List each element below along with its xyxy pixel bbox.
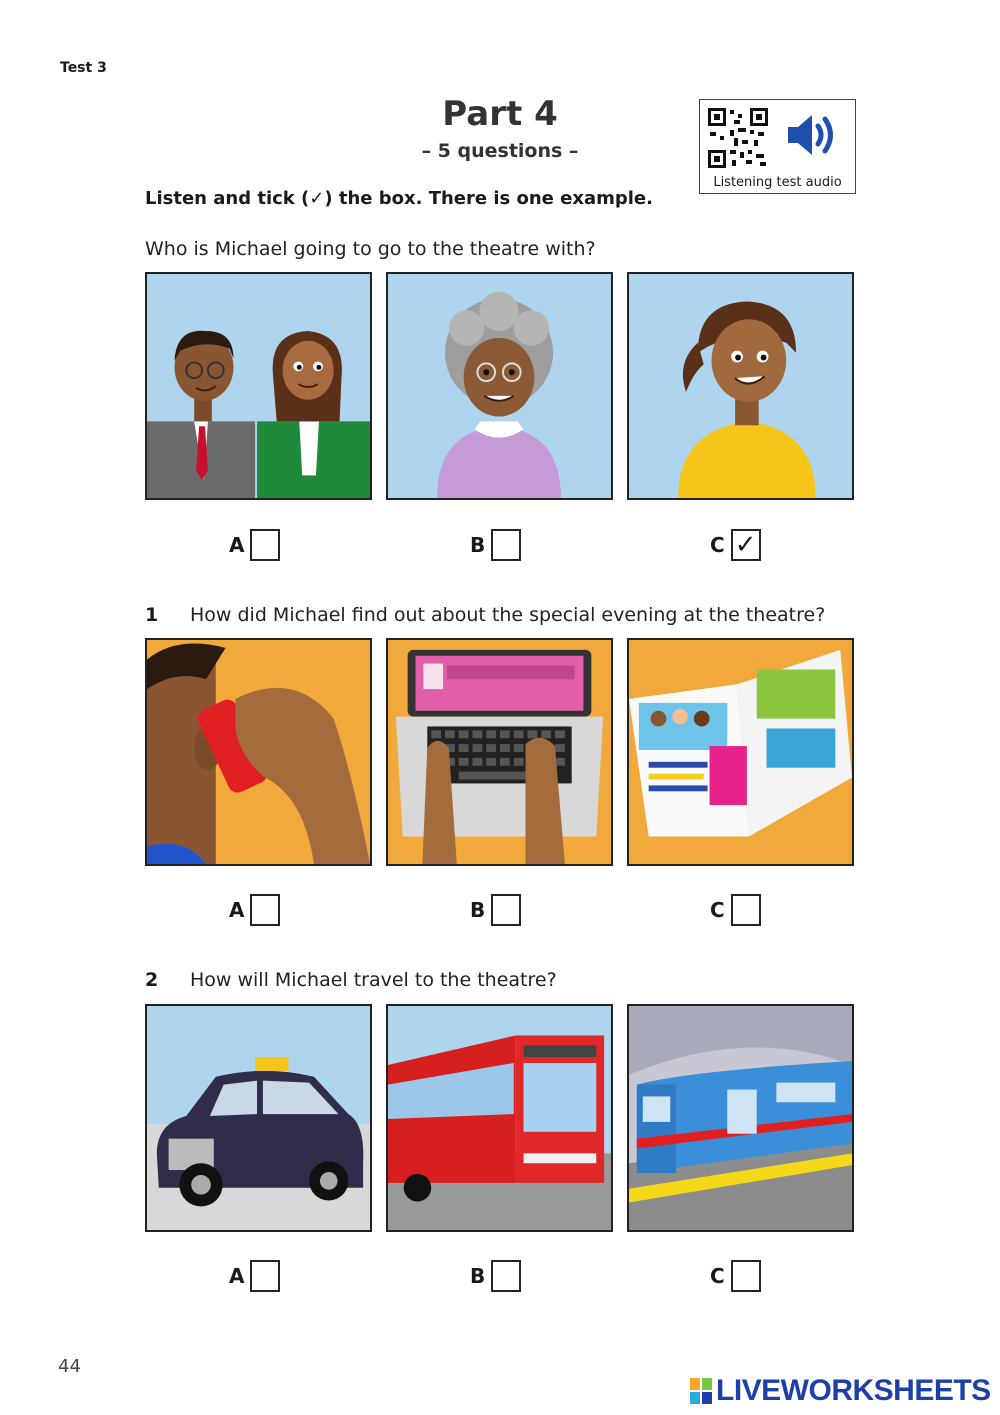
option-letter: A — [229, 1264, 245, 1288]
liveworksheets-logo — [690, 1374, 991, 1408]
option-letter: A — [229, 533, 245, 557]
brand-name: LIVEWORKSHEETS — [716, 1374, 991, 1407]
grandmother-picture — [388, 274, 611, 498]
tick-box[interactable] — [491, 529, 521, 561]
part-title: Part 4 — [442, 94, 558, 134]
question-1-option-a[interactable] — [229, 894, 280, 926]
question-2-option-b[interactable] — [470, 1260, 521, 1292]
example-option-a[interactable] — [229, 529, 280, 561]
tick-box[interactable] — [250, 1260, 280, 1292]
girl-picture — [629, 274, 852, 498]
speaker-icon — [786, 112, 838, 158]
example-option-c[interactable] — [710, 529, 761, 561]
question-1-picture-b — [386, 638, 613, 866]
tick-box[interactable] — [731, 894, 761, 926]
option-letter: C — [710, 898, 725, 922]
question-1-option-b[interactable] — [470, 894, 521, 926]
question-2-picture-a — [145, 1004, 372, 1232]
question-2-number: 2 — [145, 969, 159, 991]
option-letter: B — [470, 1264, 486, 1288]
test-label: Test 3 — [60, 60, 107, 76]
question-2-text: How will Michael travel to the theatre? — [190, 969, 557, 991]
bus-picture — [388, 1006, 611, 1230]
magazine-picture — [629, 640, 852, 864]
option-letter: A — [229, 898, 245, 922]
example-picture-b — [386, 272, 613, 500]
example-option-b[interactable] — [470, 529, 521, 561]
laptop-picture — [388, 640, 611, 864]
tick-box[interactable] — [731, 1260, 761, 1292]
option-letter: B — [470, 898, 486, 922]
question-1-option-c[interactable] — [710, 894, 761, 926]
option-letter: C — [710, 533, 725, 557]
tick-box[interactable] — [491, 1260, 521, 1292]
qr-code-icon — [708, 108, 768, 168]
question-2-picture-c — [627, 1004, 854, 1232]
man-and-woman-picture — [147, 274, 370, 498]
check-mark-icon: ✓ — [734, 530, 757, 560]
part-subtitle: – 5 questions – — [421, 140, 579, 162]
audio-link-box[interactable] — [699, 99, 856, 194]
example-question: Who is Michael going to go to the theatre with? — [145, 238, 596, 260]
tick-box[interactable] — [491, 894, 521, 926]
example-picture-c — [627, 272, 854, 500]
question-1-number: 1 — [145, 604, 159, 626]
page-number: 44 — [58, 1356, 81, 1377]
question-1-text: How did Michael find out about the special evening at the theatre? — [190, 604, 826, 626]
audio-caption: Listening test audio — [713, 175, 842, 190]
underground-train-picture — [629, 1006, 852, 1230]
question-2-option-a[interactable] — [229, 1260, 280, 1292]
example-picture-a — [145, 272, 372, 500]
question-1-picture-c — [627, 638, 854, 866]
tick-box-checked[interactable] — [731, 529, 761, 561]
tick-box[interactable] — [250, 529, 280, 561]
liveworksheets-logo-icon — [690, 1378, 712, 1404]
option-letter: C — [710, 1264, 725, 1288]
question-2-option-c[interactable] — [710, 1260, 761, 1292]
phone-call-picture — [147, 640, 370, 864]
tick-box[interactable] — [250, 894, 280, 926]
taxi-picture — [147, 1006, 370, 1230]
instruction: Listen and tick (✓) the box. There is one example. — [145, 188, 653, 209]
question-2-picture-b — [386, 1004, 613, 1232]
option-letter: B — [470, 533, 486, 557]
question-1-picture-a — [145, 638, 372, 866]
